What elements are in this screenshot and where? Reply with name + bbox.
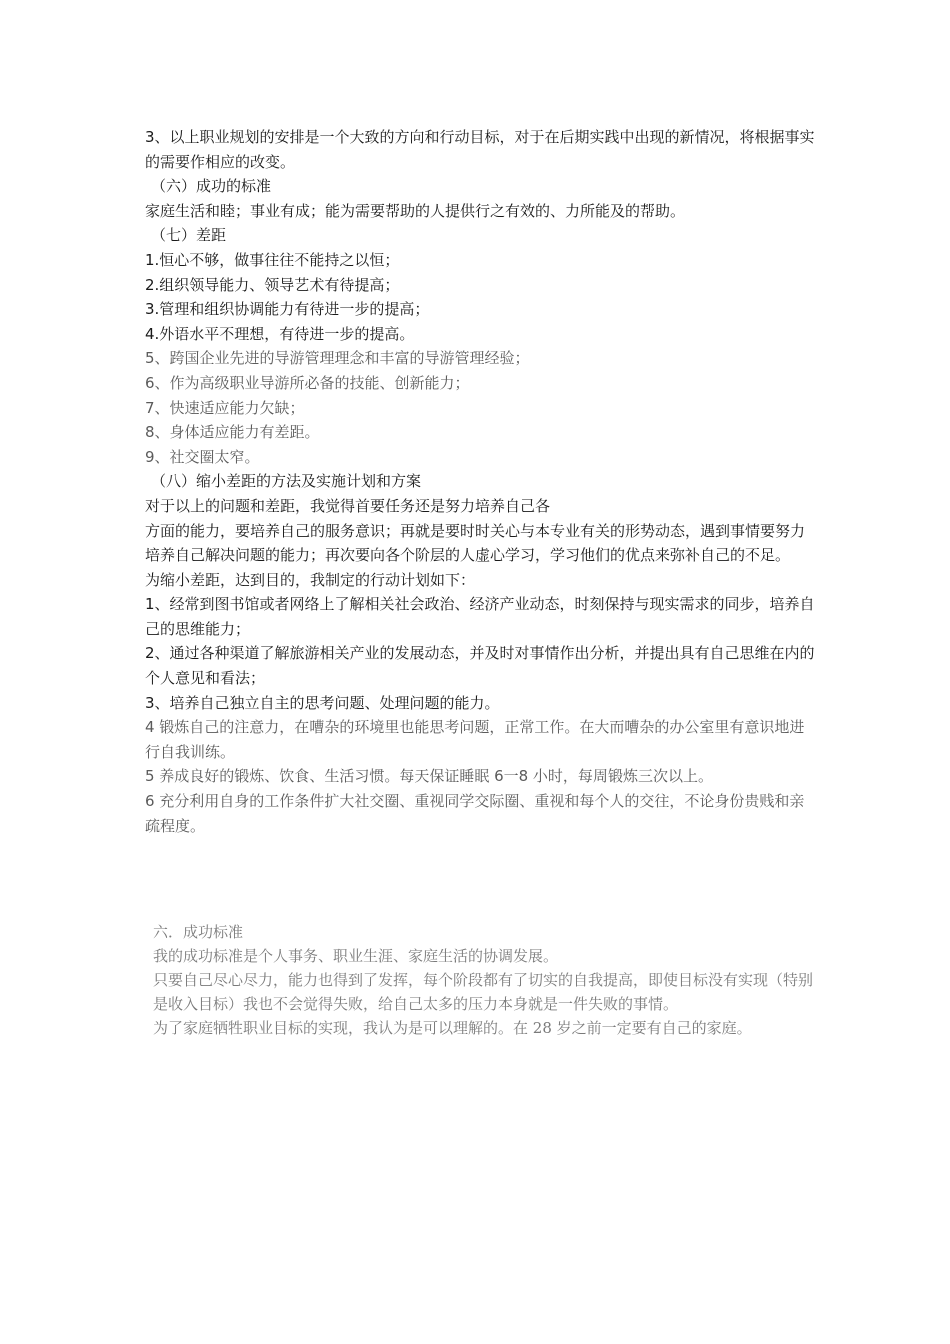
gap-item: 2.组织领导能力、领导艺术有待提高； (145, 275, 400, 294)
action-item: 5 养成良好的锻炼、饮食、生活习惯。每天保证睡眠 6一8 小时，每周锻炼三次以上。 (145, 767, 713, 786)
success-standard-section (145, 920, 825, 1040)
action-item: 6 充分利用自身的工作条件扩大社交圈、重视同学交际圈、重视和每个人的交往，不论身份贵贱和亲疏程度。 (145, 792, 805, 835)
paragraph-plan-adjustment: 3、以上职业规划的安排是一个大致的方向和行动目标，对于在后期实践中出现的新情况，将根据事实的需要作相应的改变。 (145, 128, 815, 171)
paragraph-effort: 只要自己尽心尽力，能力也得到了发挥，每个阶段都有了切实的自我提高，即使目标没有实现（特别是收入目标）我也不会觉得失败，给自己太多的压力本身就是一件失败的事情。 (153, 971, 814, 1013)
gap-item: 9、社交圈太窄。 (145, 447, 260, 466)
gap-item: 5、跨国企业先进的导游管理理念和丰富的导游管理经验； (145, 349, 530, 368)
paragraph-success-standard: 我的成功标准是个人事务、职业生涯、家庭生活的协调发展。 (153, 947, 559, 965)
gap-item: 7、快速适应能力欠缺； (145, 398, 305, 417)
action-item: 1、经常到图书馆或者网络上了解相关社会政治、经济产业动态，时刻保持与现实需求的同步，培养自己的思维能力； (145, 595, 815, 638)
action-item: 3、培养自己独立自主的思考问题、处理问题的能力。 (145, 693, 500, 712)
heading-success-standard: 六．成功标准 (153, 923, 244, 941)
paragraph-action-plan-intro: 为缩小差距，达到目的，我制定的行动计划如下： (145, 570, 476, 589)
paragraph-gap-intro: 对于以上的问题和差距，我觉得首要任务还是努力培养自己各 (145, 496, 551, 515)
action-item: 2、通过各种渠道了解旅游相关产业的发展动态，并及时对事情作出分析，并提出具有自己思维在内的个人意见和看法； (145, 644, 815, 688)
gap-item: 4.外语水平不理想，有待进一步的提高。 (145, 324, 415, 343)
gap-item: 1.恒心不够，做事往往不能持之以恒； (145, 250, 400, 269)
paragraph-gap-abilities: 方面的能力，要培养自己的服务意识；再就是要时时关心与本专业有关的形势动态，遇到事情要努力培养自己解决问题的能力；再次要向各个阶层的人虚心学习，学习他们的优点来弥补自己的不足。 (145, 521, 806, 565)
career-plan-section (145, 125, 815, 838)
paragraph-success-criteria: 家庭生活和睦；事业有成；能为需要帮助的人提供行之有效的、力所能及的帮助。 (145, 201, 686, 220)
paragraph-family: 为了家庭牺牲职业目标的实现，我认为是可以理解的。在 28 岁之前一定要有自己的家庭。 (153, 1019, 752, 1037)
heading-gap-plan: （八）缩小差距的方法及实施计划和方案 (151, 472, 422, 491)
heading-success-criteria: （六）成功的标准 (151, 177, 272, 196)
gap-item: 6、作为高级职业导游所必备的技能、创新能力； (145, 373, 470, 392)
heading-gaps: （七）差距 (151, 226, 227, 245)
action-item: 4 锻炼自己的注意力，在嘈杂的环境里也能思考问题，正常工作。在大而嘈杂的办公室里有意识地进行自我训练。 (145, 718, 805, 761)
gap-item: 3.管理和组织协调能力有待进一步的提高； (145, 300, 430, 319)
gap-item: 8、身体适应能力有差距。 (145, 423, 320, 442)
